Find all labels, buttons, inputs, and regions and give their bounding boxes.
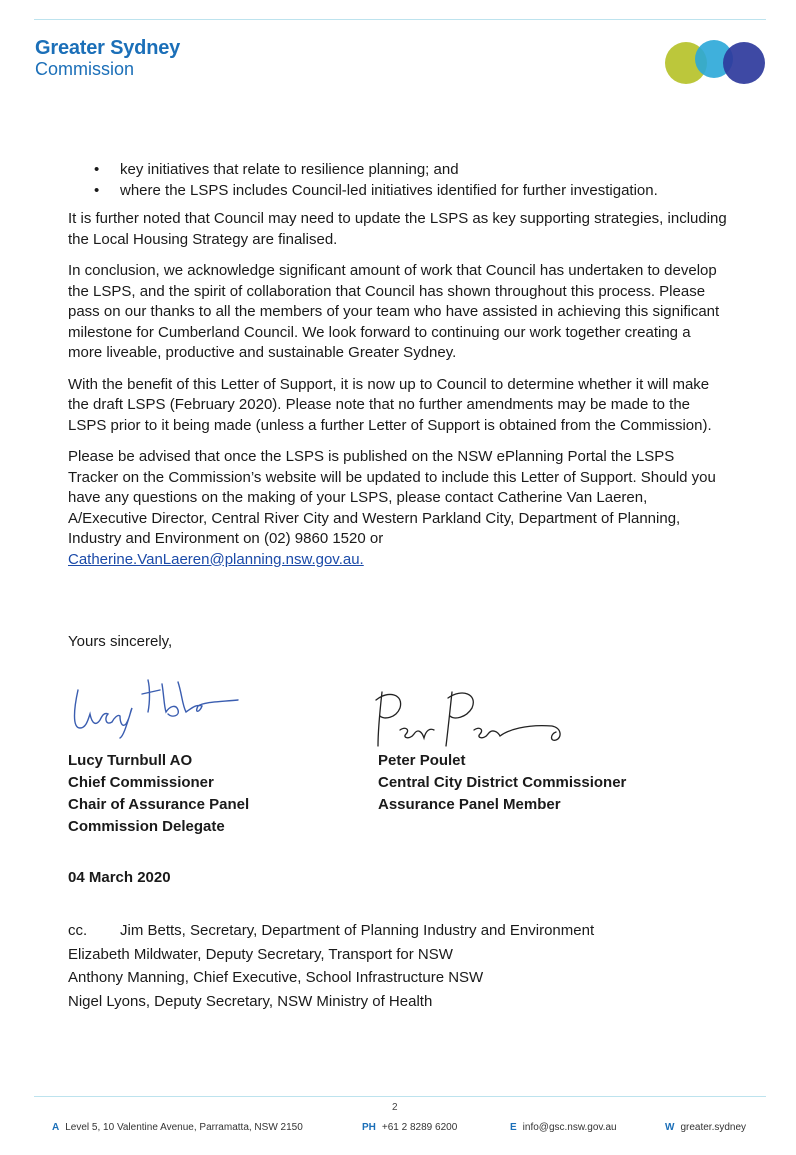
signatory-name: Peter Poulet — [378, 752, 466, 769]
logo-circles-icon — [664, 38, 768, 88]
footer-key: A — [52, 1122, 60, 1133]
logo-line-2: Commission — [35, 59, 135, 79]
bullet-text: key initiatives that relate to resilience planning; and — [120, 161, 459, 178]
bullet-list — [68, 160, 728, 201]
signatory-title: Assurance Panel Member — [378, 796, 561, 813]
header-rule — [34, 19, 766, 20]
contact-paragraph — [68, 447, 728, 570]
signatory-right — [378, 750, 626, 816]
footer-key: W — [665, 1122, 675, 1133]
cc-list — [68, 919, 594, 1013]
footer-address — [52, 1122, 303, 1133]
signature-lucy-turnbull — [66, 668, 256, 740]
cc-recipient: Elizabeth Mildwater, Deputy Secretary, Transport for NSW — [68, 945, 453, 963]
list-item: • where the LSPS includes Council-led initiatives identified for further investigation. — [94, 181, 658, 199]
footer-value: info@gsc.nsw.gov.au — [522, 1122, 617, 1133]
contact-text: Please be advised that once the LSPS is published on the NSW ePlanning Portal the LSPS Tracker on the Commission’s website will be updated to include this Letter of Support. Should you have any questions on the making of your LSPS, please contact Catherine Van Laeren, A/Executive Director, Central River City and Western Parkland City, Department of Planning, Industry and Environment on (02) 9860 1520 or — [68, 448, 716, 547]
signatory-name: Lucy Turnbull AO — [68, 752, 193, 769]
signature-peter-poulet — [366, 686, 576, 756]
commission-logo-wordmark — [35, 38, 180, 78]
signatory-title: Commission Delegate — [68, 818, 225, 835]
footer-email — [510, 1122, 617, 1133]
footer-rule — [34, 1096, 766, 1097]
paragraph: In conclusion, we acknowledge significant amount of work that Council has undertaken to develop the LSPS, and the spirit of collaboration that Council has shown throughout this process. Please pass on our thanks to all the members of your team who have assisted in achieving this significant milestone for Cumberland Council. We look forward to continuing our work together creating a more liveable, productive and sustainable Greater Sydney. — [68, 262, 720, 361]
page-number: 2 — [392, 1102, 398, 1113]
signatory-title: Chair of Assurance Panel — [68, 796, 250, 813]
cc-recipient: Nigel Lyons, Deputy Secretary, NSW Ministry of Health — [68, 992, 433, 1010]
closing-salutation: Yours sincerely, — [68, 633, 173, 650]
cc-first-line — [68, 919, 594, 943]
bullet-text: where the LSPS includes Council-led initiatives identified for further investigation. — [120, 181, 658, 199]
signatory-title: Chief Commissioner — [68, 774, 214, 791]
footer-value: Level 5, 10 Valentine Avenue, Parramatta, NSW 2150 — [65, 1122, 303, 1133]
letter-body — [68, 160, 728, 581]
paragraph: It is further noted that Council may need to update the LSPS as key supporting strategies, including the Local Housing Strategy are finalised. — [68, 210, 727, 248]
signatory-left — [68, 750, 249, 838]
logo-line-1: Greater Sydney — [35, 37, 181, 59]
signatory-title: Central City District Commissioner — [378, 774, 627, 791]
footer-phone — [362, 1122, 457, 1133]
list-item: • key initiatives that relate to resilience planning; and — [94, 161, 459, 178]
footer-value: +61 2 8289 6200 — [381, 1122, 458, 1133]
letter-date: 04 March 2020 — [68, 869, 171, 886]
footer-key: PH — [362, 1122, 376, 1133]
footer-key: E — [510, 1122, 517, 1133]
footer-website — [665, 1122, 746, 1133]
footer-value: greater.sydney — [680, 1122, 747, 1133]
cc-recipient: Jim Betts, Secretary, Department of Planning Industry and Environment — [120, 922, 595, 939]
cc-recipient: Anthony Manning, Chief Executive, School Infrastructure NSW — [68, 969, 484, 986]
cc-label: cc. — [68, 922, 88, 939]
paragraph: With the benefit of this Letter of Support, it is now up to Council to determine whether it will make the draft LSPS (February 2020). Please note that no further amendments may be made to the LSPS prior to it being made (unless a further Letter of Support is obtained from the Commission). — [68, 375, 712, 434]
contact-email-link[interactable]: Catherine.VanLaeren@planning.nsw.gov.au. — [68, 550, 364, 568]
